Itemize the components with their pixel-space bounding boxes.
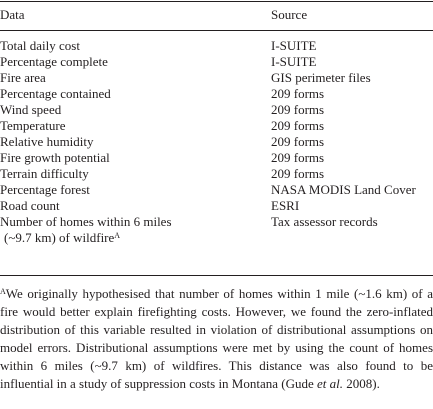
data-cell: Percentage complete: [0, 54, 108, 69]
footnote-text: We originally hypothesised that number of homes within 1 mile (~1.6 km) of a fire would better explain firefighting costs. However, we found the zero-inflated distribution of this variable resulted in violation of distributional assumptions on model errors. Distributional assumptions were met by using the count of homes within 6 miles (~9.7 km) of wildfires. This distance was also found to be influential in a study of suppression costs in Montana (Gude: [0, 286, 433, 391]
table-row: [0, 54, 433, 70]
data-cell-text: (~9.7 km) of wildfire: [4, 230, 115, 245]
footnote-marker: A: [0, 287, 6, 296]
source-cell: I-SUITE: [271, 54, 317, 69]
source-cell: GIS perimeter files: [271, 70, 371, 85]
data-cell: Temperature: [0, 118, 66, 133]
source-cell: I-SUITE: [271, 38, 317, 53]
source-cell: 209 forms: [271, 150, 325, 165]
table-row: [0, 86, 433, 102]
source-cell: 209 forms: [271, 102, 325, 117]
source-cell: 209 forms: [271, 86, 325, 101]
source-cell: 209 forms: [271, 166, 325, 181]
source-cell: ESRI: [271, 198, 300, 213]
data-cell: Fire growth potential: [0, 150, 110, 165]
table-row: [0, 150, 433, 166]
table-row: [0, 102, 433, 118]
table-body: [0, 38, 433, 246]
data-cell: Wind speed: [0, 102, 62, 117]
table-row: [0, 166, 433, 182]
data-cell: Road count: [0, 198, 60, 213]
data-cell-line: Number of homes within 6 miles: [0, 214, 172, 229]
data-cell: Terrain difficulty: [0, 166, 89, 181]
table-row: [0, 118, 433, 134]
data-cell: Total daily cost: [0, 38, 80, 53]
column-header-source: Source: [271, 7, 308, 22]
data-cell: Fire area: [0, 70, 46, 85]
table-header-rule: [0, 30, 433, 31]
data-cell: [0, 214, 172, 246]
table-top-rule: [0, 1, 433, 2]
column-header-data: Data: [0, 7, 25, 22]
table-bottom-rule: [0, 275, 433, 276]
table-row: [0, 182, 433, 198]
citation-etal: et al.: [317, 375, 344, 391]
data-cell: Relative humidity: [0, 134, 94, 149]
source-cell: 209 forms: [271, 118, 325, 133]
citation-year: 2008).: [343, 375, 380, 391]
table-row: [0, 38, 433, 54]
data-cell: Percentage contained: [0, 86, 111, 101]
source-cell: NASA MODIS Land Cover: [271, 182, 416, 197]
table-row: [0, 214, 433, 246]
table-row: [0, 70, 433, 86]
table-row: [0, 198, 433, 214]
data-cell-line: [0, 230, 172, 246]
source-cell: 209 forms: [271, 134, 325, 149]
footnote-marker: A: [114, 231, 121, 240]
source-cell: Tax assessor records: [271, 214, 378, 229]
data-cell: Percentage forest: [0, 182, 90, 197]
table-footnote: [0, 285, 433, 392]
table-row: [0, 134, 433, 150]
